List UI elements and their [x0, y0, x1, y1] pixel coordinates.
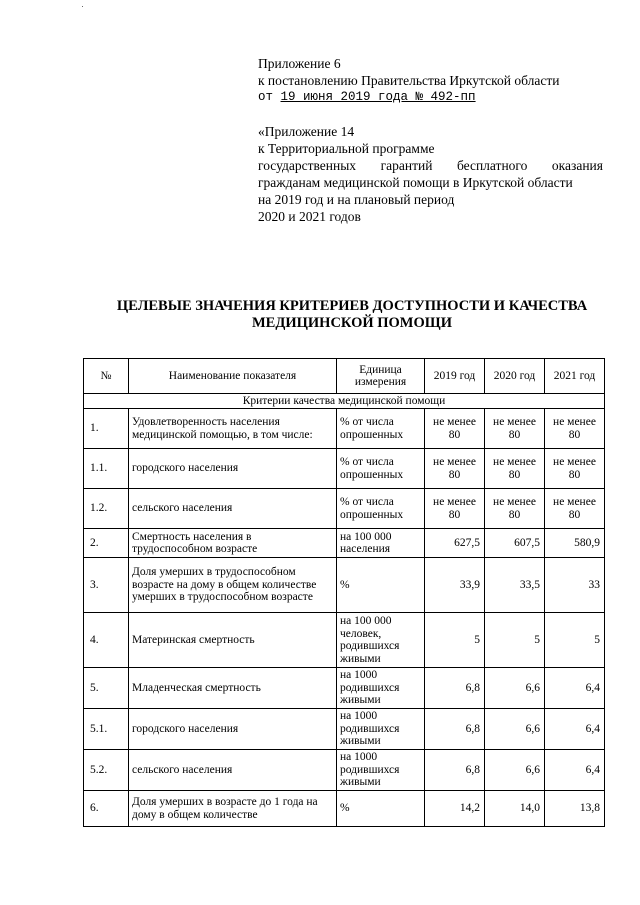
indicator-name: Доля умерших в трудоспособном возрасте на дому в общем количестве умерших в трудоспособном возрасте	[129, 558, 337, 613]
unit-cell: на 1000 родившихся живыми	[337, 750, 425, 791]
value-2019: не менее 80	[425, 409, 485, 449]
value-2019: 6,8	[425, 750, 485, 791]
table-row	[84, 529, 605, 558]
unit-cell: на 1000 родившихся живыми	[337, 709, 425, 750]
indicator-name: Удовлетворенность населения медицинской помощью, в том числе:	[129, 409, 337, 449]
value-2021: 6,4	[545, 668, 605, 709]
indicator-name: Материнская смертность	[129, 613, 337, 668]
value-2020: 5	[485, 613, 545, 668]
program-line-1: государственных гарантий бесплатного оказания	[258, 158, 603, 173]
indicator-name: Младенческая смертность	[129, 668, 337, 709]
date-value: 19 июня 2019 года № 492-пп	[280, 90, 476, 104]
program-line-4: 2020 и 2021 годов	[258, 209, 361, 224]
unit-cell: на 100 000 населения	[337, 529, 425, 558]
table-row	[84, 449, 605, 489]
value-2020: 6,6	[485, 750, 545, 791]
criteria-table	[83, 358, 605, 827]
appendix-14-label: «Приложение 14	[258, 124, 355, 139]
unit-cell: % от числа опрошенных	[337, 449, 425, 489]
value-2019: 33,9	[425, 558, 485, 613]
value-2019: 6,8	[425, 709, 485, 750]
row-number: 1.	[84, 409, 129, 449]
unit-cell: %	[337, 558, 425, 613]
row-number: 4.	[84, 613, 129, 668]
title-line-1: ЦЕЛЕВЫЕ ЗНАЧЕНИЯ КРИТЕРИЕВ ДОСТУПНОСТИ И КАЧЕСТВА	[116, 298, 588, 314]
table-row	[84, 558, 605, 613]
column-header: Наименование показателя	[129, 359, 337, 394]
table-row	[84, 668, 605, 709]
table-row	[84, 750, 605, 791]
unit-cell: % от числа опрошенных	[337, 409, 425, 449]
table-row	[84, 613, 605, 668]
row-number: 2.	[84, 529, 129, 558]
table-header-row	[84, 359, 605, 394]
table-row	[84, 791, 605, 827]
indicator-name: городского населения	[129, 449, 337, 489]
date-prefix: от	[258, 90, 274, 104]
unit-cell: %	[337, 791, 425, 827]
row-number: 1.1.	[84, 449, 129, 489]
table-row	[84, 489, 605, 529]
column-header: 2019 год	[425, 359, 485, 394]
value-2021: 580,9	[545, 529, 605, 558]
value-2019: не менее 80	[425, 489, 485, 529]
value-2019: 627,5	[425, 529, 485, 558]
scan-dot	[82, 6, 83, 7]
value-2021: 6,4	[545, 709, 605, 750]
value-2020: 6,6	[485, 668, 545, 709]
indicator-name: сельского населения	[129, 750, 337, 791]
row-number: 5.1.	[84, 709, 129, 750]
unit-cell: на 100 000 человек, родившихся живыми	[337, 613, 425, 668]
section-row	[84, 394, 605, 409]
program-line-3: на 2019 год и на плановый период	[258, 192, 455, 207]
table-row	[84, 409, 605, 449]
page-title	[92, 298, 612, 332]
value-2020: 6,6	[485, 709, 545, 750]
indicator-name: городского населения	[129, 709, 337, 750]
program-line-2: гражданам медицинской помощи в Иркутской области	[258, 175, 573, 190]
column-header: 2020 год	[485, 359, 545, 394]
value-2021: не менее 80	[545, 449, 605, 489]
appendix-number: Приложение 6	[258, 56, 341, 71]
value-2021: 13,8	[545, 791, 605, 827]
appendix-header	[258, 55, 603, 225]
value-2020: 14,0	[485, 791, 545, 827]
column-header: №	[84, 359, 129, 394]
row-number: 1.2.	[84, 489, 129, 529]
unit-cell: % от числа опрошенных	[337, 489, 425, 529]
resolution-date	[258, 89, 603, 106]
row-number: 6.	[84, 791, 129, 827]
unit-cell: на 1000 родившихся живыми	[337, 668, 425, 709]
row-number: 5.2.	[84, 750, 129, 791]
value-2019: не менее 80	[425, 449, 485, 489]
value-2021: не менее 80	[545, 489, 605, 529]
value-2021: не менее 80	[545, 409, 605, 449]
title-line-2: МЕДИЦИНСКОЙ ПОМОЩИ	[252, 315, 452, 331]
value-2021: 6,4	[545, 750, 605, 791]
value-2020: не менее 80	[485, 489, 545, 529]
value-2020: 33,5	[485, 558, 545, 613]
value-2019: 5	[425, 613, 485, 668]
value-2020: 607,5	[485, 529, 545, 558]
value-2019: 6,8	[425, 668, 485, 709]
value-2020: не менее 80	[485, 409, 545, 449]
column-header: 2021 год	[545, 359, 605, 394]
column-header: Единица измерения	[337, 359, 425, 394]
value-2021: 5	[545, 613, 605, 668]
program-reference: к Территориальной программе	[258, 141, 435, 156]
row-number: 5.	[84, 668, 129, 709]
appendix-reference: к постановлению Правительства Иркутской области	[258, 73, 560, 88]
row-number: 3.	[84, 558, 129, 613]
indicator-name: сельского населения	[129, 489, 337, 529]
value-2021: 33	[545, 558, 605, 613]
value-2020: не менее 80	[485, 449, 545, 489]
indicator-name: Доля умерших в возрасте до 1 года на дому в общем количестве	[129, 791, 337, 827]
section-title: Критерии качества медицинской помощи	[84, 394, 605, 409]
value-2019: 14,2	[425, 791, 485, 827]
indicator-name: Смертность населения в трудоспособном возрасте	[129, 529, 337, 558]
table-row	[84, 709, 605, 750]
